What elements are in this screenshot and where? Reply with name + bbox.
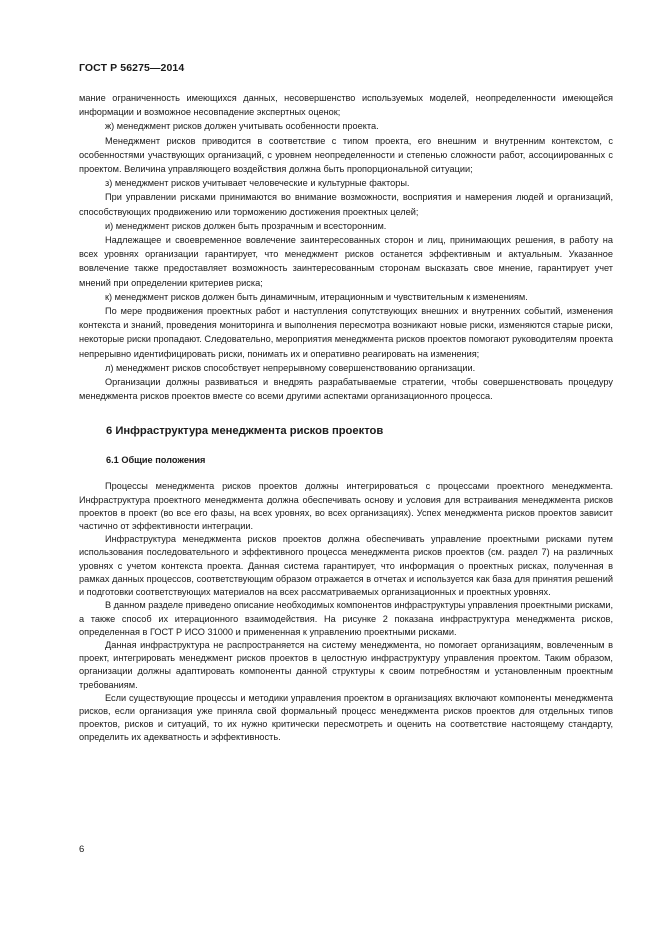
list-item-z: з) менеджмент рисков учитывает человеческие и культурные факторы. — [105, 178, 410, 189]
page-number: 6 — [79, 844, 85, 855]
paragraph: По мере продвижения проектных работ и наступления сопутствующих внешних и внутренних событий, изменения контекста и знаний, проведения мониторинга и выполнения пересмотра возникают новые риски, изменяются старые риски, некоторые риски пропадают. Следовательно, мероприятия менеджмента рисков проектов помогают руководителям проекта непрерывно идентифицировать риски, понимать их и оперативно реагировать на изменения; — [79, 306, 613, 359]
list-item-i: и) менеджмент рисков должен быть прозрачным и всесторонним. — [105, 220, 387, 231]
list-item-k: к) менеджмент рисков должен быть динамичным, итерационным и чувствительным к изменениям. — [105, 291, 528, 302]
paragraph: Организации должны развиваться и внедрять разрабатываемые стратегии, чтобы совершенствовать процедуру менеджмента рисков проектов вместе со всеми другими аспектами организационного процесса. — [79, 377, 613, 402]
paragraph: В данном разделе приведено описание необходимых компонентов инфраструктуры управления проектными рисками, а также способ их итерационного взаимодействия. На рисунке 2 показана инфраструктура менеджмента рисков, определенная в ГОСТ Р ИСО 31000 и примененная к управлению проектными рисками. — [79, 600, 613, 637]
paragraph: Инфраструктура менеджмента рисков проектов должна обеспечивать управление проектными рисками путем использования последовательного и эффективного процесса менеджмента рисков проектов (см. раздел 7) на различных уровнях с учетом контекста проекта. Данная система гарантирует, что информация о проектных рисках, полученная в рамках данных процессов, соответствующим образом отражается в отчетах и используется как база для принятия решений и подготовки соответствующих материалов на всех рассматриваемых организационных и проектных уровнях. — [79, 534, 613, 598]
paragraph-continuation: мание ограниченность имеющихся данных, несовершенство используемых моделей, неопределенности имеющейся информации и возможное несовпадение экспертных оценок; — [79, 93, 613, 118]
list-item-zh: ж) менеджмент рисков должен учитывать особенности проекта. — [105, 121, 379, 132]
section-title: 6 Инфраструктура менеджмента рисков проектов — [106, 425, 384, 438]
paragraph: Если существующие процессы и методики управления проектом в организациях включают компоненты менеджмента рисков, если организация уже приняла свой формальный процесс менеджмента рисков проектов для отдельных типов проектов, рисков и ситуаций, то их нужно критически пересмотреть и оценить на соответствие настоящему стандарту, определить их адекватность и эффективность. — [79, 692, 613, 743]
paragraph: Менеджмент рисков приводится в соответствие с типом проекта, его внешним и внутренним контекстом, с особенностями участвующих организаций, с уровнем неопределенности и степенью сложности работ, ассоциированных с проектом. Величина управляющего воздействия должна быть пропорциональной ситуации; — [79, 135, 613, 175]
list-item-l: л) менеджмент рисков способствует непрерывному совершенствованию организации. — [105, 362, 476, 373]
document-header: ГОСТ Р 56275—2014 — [79, 62, 185, 74]
paragraph: При управлении рисками принимаются во внимание возможности, восприятия и намерения людей и организаций, способствующих продвижению или торможению достижения проектных целей; — [79, 192, 613, 217]
paragraph: Процессы менеджмента рисков проектов должны интегрироваться с процессами проектного менеджмента. Инфраструктура проектного менеджмента должна обеспечивать основу и условия для встраивания менеджмента рисков проектов в проект (во все его фазы, на всех уровнях, во всех организациях). Успех менеджмента рисков проектов зависит частично от эффективности интеграции. — [79, 481, 613, 532]
subsection-title: 6.1 Общие положения — [106, 455, 206, 466]
paragraph: Данная инфраструктура не распространяется на систему менеджмента, но помогает организациям, вовлеченным в проект, интегрировать менеджмент рисков проектов в целостную инфраструктуру управления проектом. Таким образом, организации должны адаптировать компоненты данной структуры к своим потребностям и установленным проектным требованиям. — [79, 639, 613, 690]
document-body — [79, 91, 613, 745]
paragraph: Надлежащее и своевременное вовлечение заинтересованных сторон и лиц, принимающих решения, в работу на всех уровнях организации гарантирует, что менеджмент рисков останется эффективным и актуальным. Указанное вовлечение также предоставляет возможность заинтересованным сторонам высказать свое мнение, гарантирует учет мнений при определении критериев риска; — [79, 235, 613, 288]
